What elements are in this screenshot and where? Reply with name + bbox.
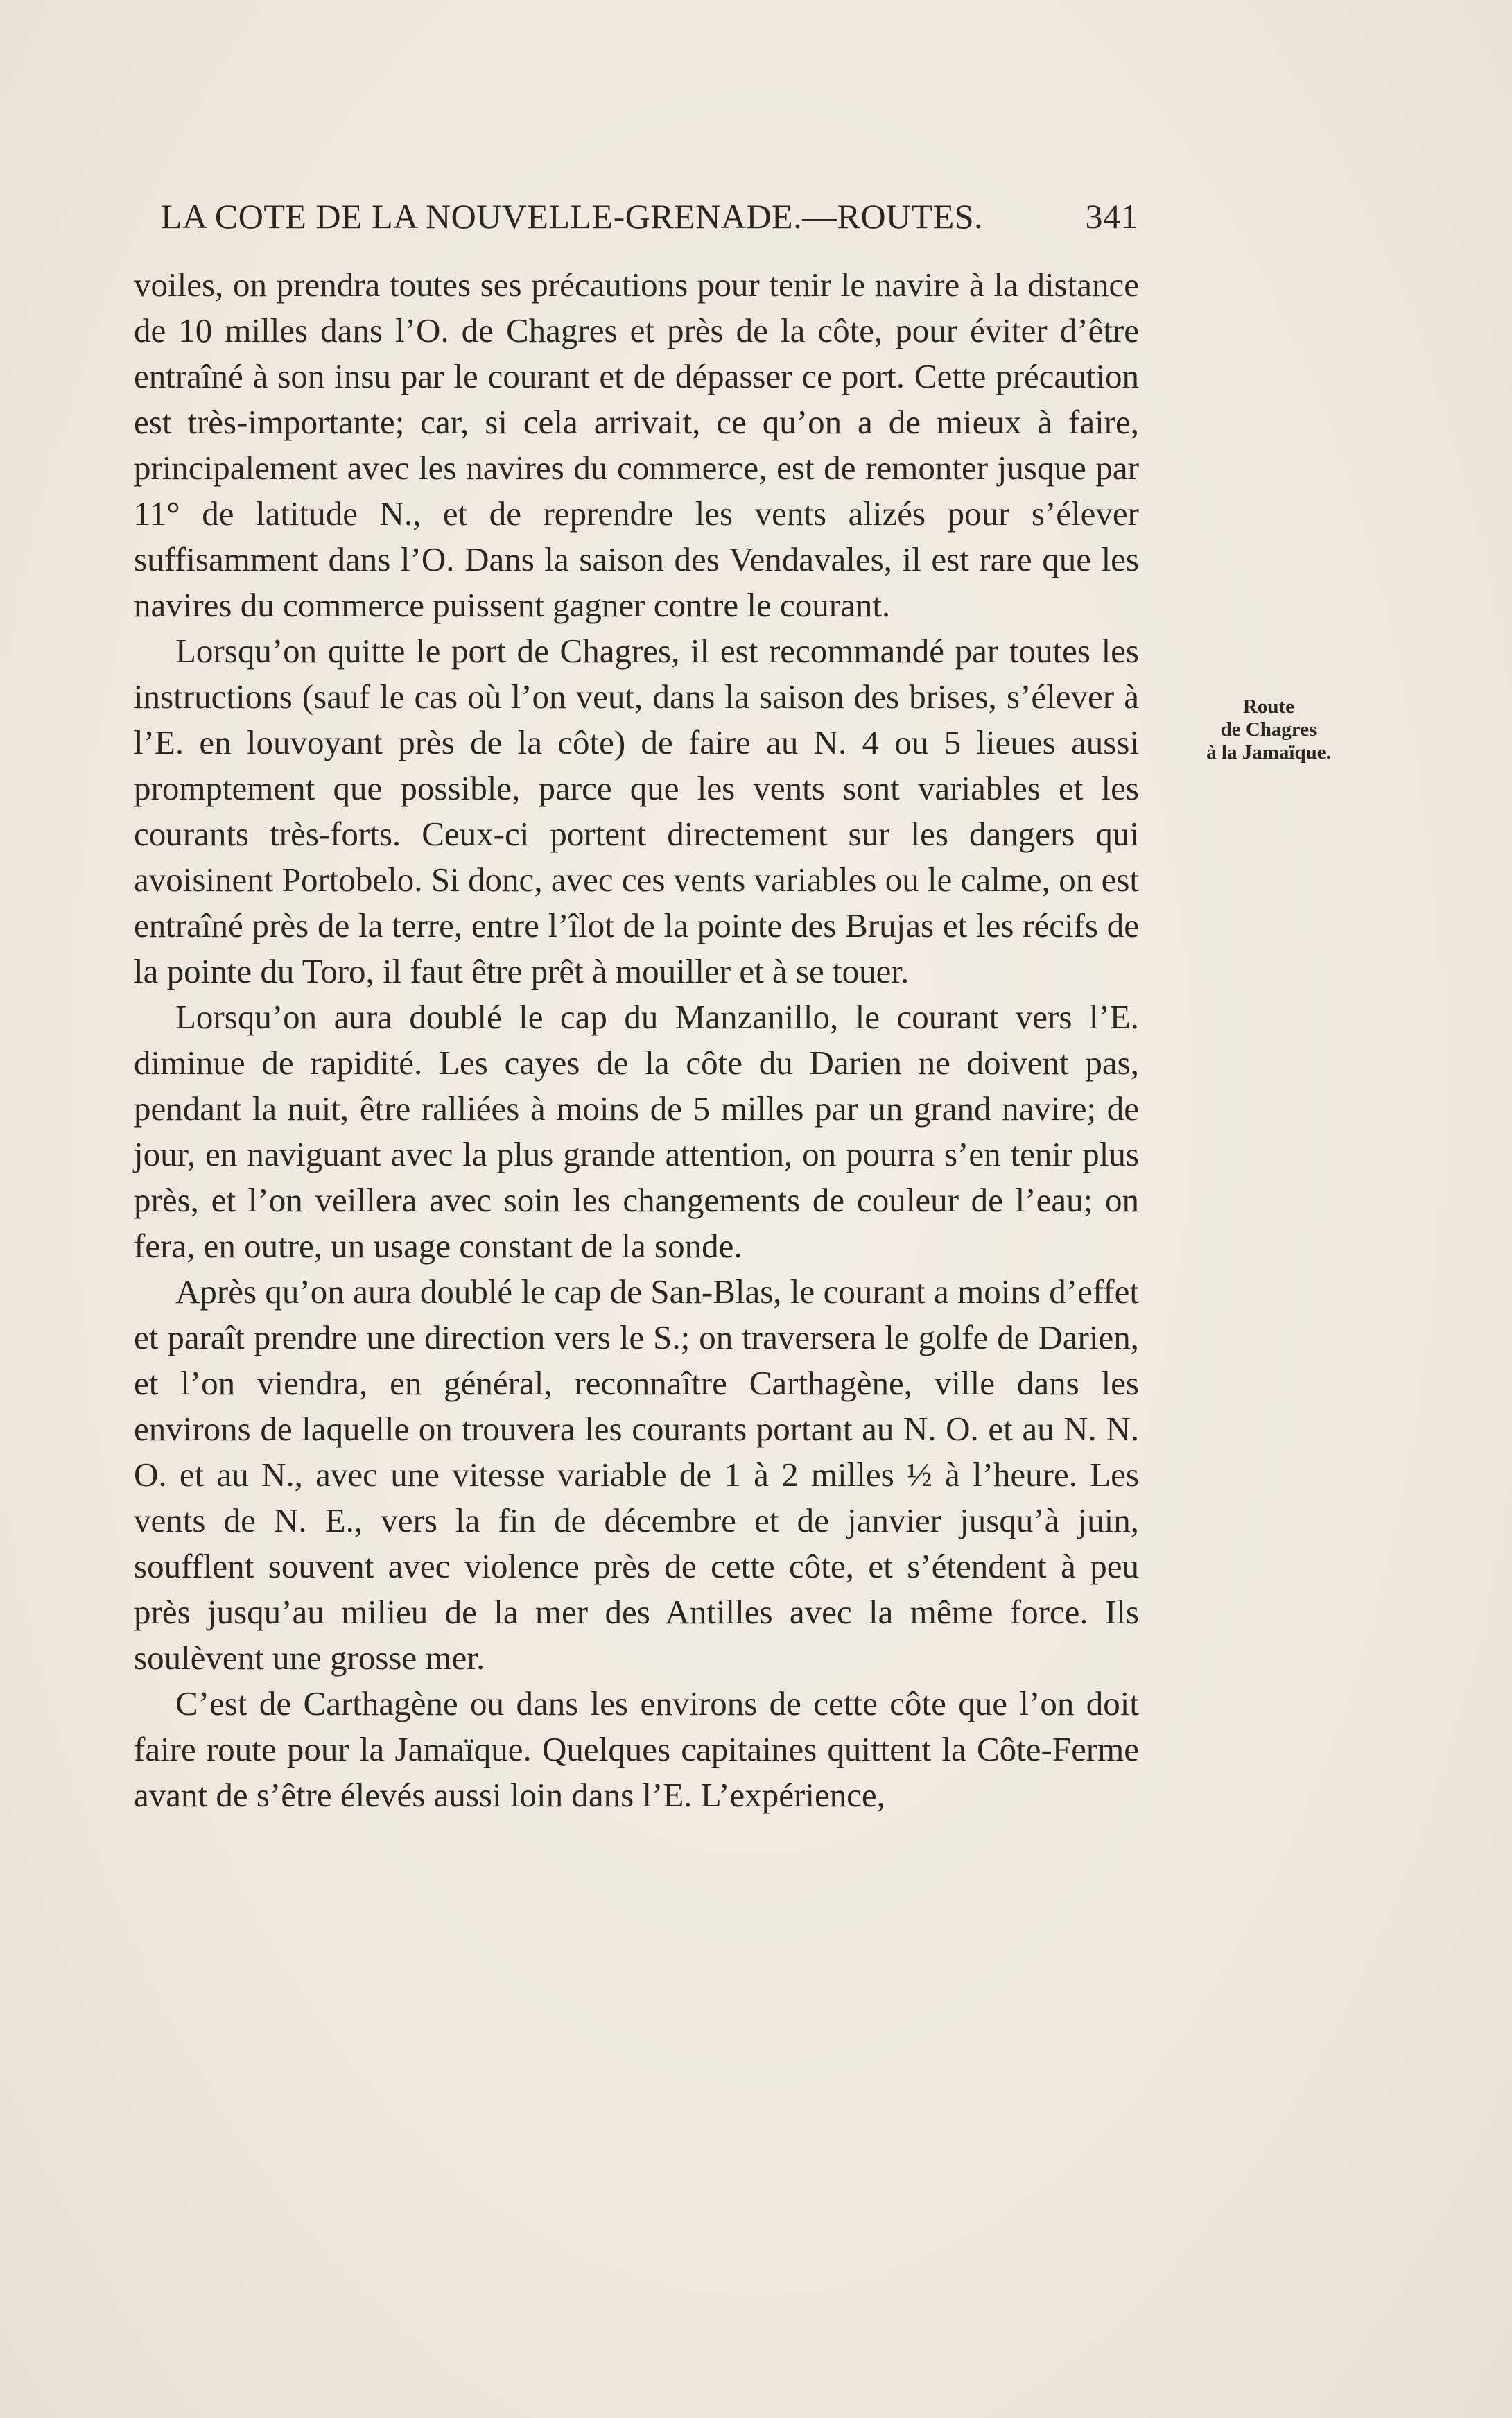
margin-note-line-1: Route [1242, 696, 1295, 718]
margin-note-line-2: de Chagres [1220, 718, 1317, 741]
paragraph-4: Après qu’on aura doublé le cap de San-Blas, le courant a moins d’effet et paraît prendre une direction vers le S.; on traversera le golfe de Darien, et l’on viendra, en général, reconnaître Carthagène, ville dans les environs de laquelle on trouvera les courants portant au N. O. et au N. N. O. et au N., avec une vitesse variable de 1 à 2 milles ½ à l’heure. Les vents de N. E., vers la fin de décembre et de janvier jusqu’à juin, soufflent souvent avec violence près de cette côte, et s’étendent à peu près jusqu’au milieu de la mer des Antilles avec la même force. Ils soulèvent une grosse mer. [134, 1272, 1139, 1677]
paragraph-5: C’est de Carthagène ou dans les environs de cette côte que l’on doit faire route pour la Jamaïque. Quelques capitaines quittent la Côte-Ferme avant de s’être élevés aussi loin dans l’E. L’expérience, [134, 1684, 1139, 1814]
paragraph-1: voiles, on prendra toutes ses précautions pour tenir le navire à la distance de 10 milles dans l’O. de Chagres et près de la côte, pour éviter d’être entraîné à son insu par le courant et de dépasser ce port. Cette précaution est très-importante; car, si cela arrivait, ce qu’on a de mieux à faire, principalement avec les navires du commerce, est de remonter jusque par 11° de latitude N., et de reprendre les vents alizés pour s’élever suffisamment dans l’O. Dans la saison des Vendavales, il est rare que les navires du commerce puissent gagner contre le courant. [134, 266, 1139, 624]
page-number: 341 [1085, 197, 1138, 236]
paragraph-3: Lorsqu’on aura doublé le cap du Manzanillo, le courant vers l’E. diminue de rapidité. Les cayes de la côte du Darien ne doivent pas, pendant la nuit, être ralliées à moins de 5 milles par un grand navire; de jour, en naviguant avec la plus grande attention, on pourra s’en tenir plus près, et l’on veillera avec soin les changements de couleur de l’eau; on fera, en outre, un usage constant de la sonde. [134, 998, 1139, 1265]
running-head [161, 196, 1138, 236]
margin-note-line-3: à la Jamaïque. [1206, 741, 1331, 763]
running-head-title: LA COTE DE LA NOUVELLE-GRENADE.—ROUTES. [161, 197, 984, 236]
margin-note [1172, 696, 1366, 764]
paragraph-2: Lorsqu’on quitte le port de Chagres, il est recommandé par toutes les instructions (sauf le cas où l’on veut, dans la saison des brises, s’élever à l’E. en louvoyant près de la côte) de faire au N. 4 ou 5 lieues aussi promptement que possible, parce que les vents sont variables et les courants très-forts. Ceux-ci portent directement sur les dangers qui avoisinent Portobelo. Si donc, avec ces vents variables ou le calme, on est entraîné près de la terre, entre l’îlot de la pointe des Brujas et les récifs de la pointe du Toro, il faut être prêt à mouiller et à se touer. [134, 632, 1139, 990]
body-text [134, 262, 1139, 1818]
